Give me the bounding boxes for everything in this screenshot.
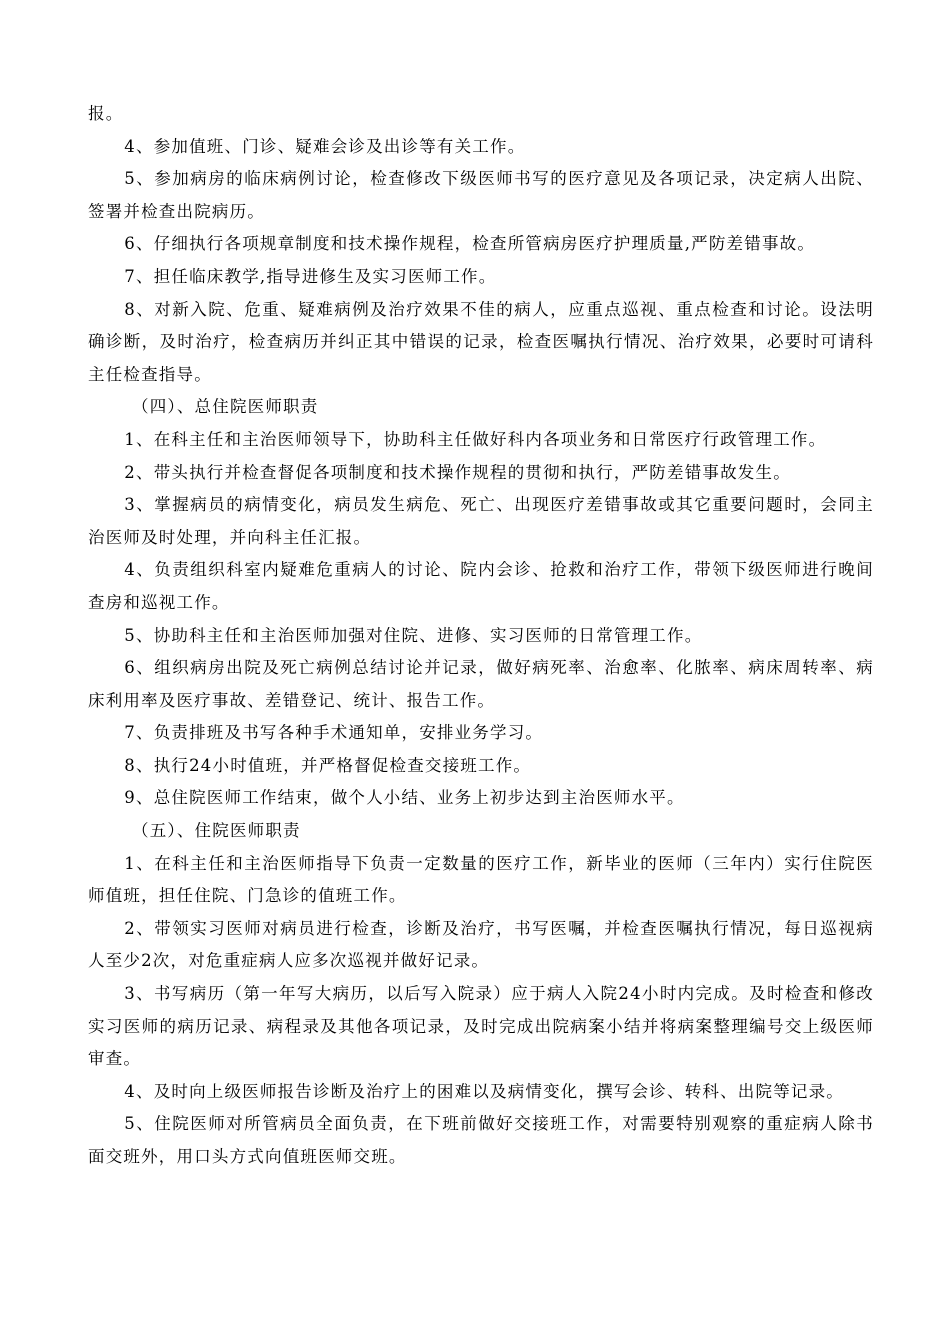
paragraph-item: 5、协助科主任和主治医师加强对住院、进修、实习医师的日常管理工作。: [124, 625, 703, 645]
paragraph-item: 1、在科主任和主治医师领导下，协助科主任做好科内各项业务和日常医疗行政管理工作。: [124, 429, 827, 449]
paragraph-item: 7、担任临床教学,指导进修生及实习医师工作。: [124, 266, 497, 286]
paragraph-continuation: 报。: [88, 104, 124, 123]
section-heading: （五）、住院医师职责: [132, 821, 301, 841]
paragraph-item: 2、带头执行并检查督促各项制度和技术操作规程的贯彻和执行，严防差错事故发生。: [124, 462, 791, 482]
paragraph-item: 4、负责组织科室内疑难危重病人的讨论、院内会诊、抢救和治疗工作，带领下级医师进行晚间查房和巡视工作。: [88, 560, 874, 612]
paragraph-item: 3、书写病历（第一年写大病历，以后写入院录）应于病人入院24小时内完成。及时检查和修改实习医师的病历记录、病程录及其他各项记录，及时完成出院病案小结并将病案整理编号交上级医师审查。: [88, 984, 874, 1069]
paragraph-item: 7、负责排班及书写各种手术通知单，安排业务学习。: [124, 723, 544, 743]
paragraph-item: 6、组织病房出院及死亡病例总结讨论并记录，做好病死率、治愈率、化脓率、病床周转率、病床利用率及医疗事故、差错登记、统计、报告工作。: [88, 658, 874, 710]
paragraph-item: 4、及时向上级医师报告诊断及治疗上的困难以及病情变化，撰写会诊、转科、出院等记录。: [124, 1081, 844, 1101]
paragraph-item: 4、参加值班、门诊、疑难会诊及出诊等有关工作。: [124, 136, 526, 156]
paragraph-item: 1、在科主任和主治医师指导下负责一定数量的医疗工作，新毕业的医师（三年内）实行住院医师值班，担任住院、门急诊的值班工作。: [88, 853, 874, 906]
paragraph-item: 5、住院医师对所管病员全面负责，在下班前做好交接班工作，对需要特别观察的重症病人除书面交班外，用口头方式向值班医师交班。: [88, 1114, 874, 1166]
section-heading: （四）、总住院医师职责: [132, 397, 319, 417]
paragraph-item: 2、带领实习医师对病员进行检查，诊断及治疗，书写医嘱，并检查医嘱执行情况，每日巡视病人至少2次，对危重症病人应多次巡视并做好记录。: [88, 918, 874, 971]
paragraph-item: 5、参加病房的临床病例讨论，检查修改下级医师书写的医疗意见及各项记录，决定病人出院、签署并检查出院病历。: [88, 169, 874, 221]
document-body: [88, 98, 874, 1174]
paragraph-item: 6、仔细执行各项规章制度和技术操作规程，检查所管病房医疗护理质量,严防差错事故。: [124, 234, 816, 254]
paragraph-item: 8、执行24小时值班，并严格督促检查交接班工作。: [124, 755, 532, 775]
paragraph-item: 3、掌握病员的病情变化，病员发生病危、死亡、出现医疗差错事故或其它重要问题时，会同主治医师及时处理，并向科主任汇报。: [88, 495, 874, 547]
paragraph-item: 9、总住院医师工作结束，做个人小结、业务上初步达到主治医师水平。: [124, 788, 685, 808]
paragraph-item: 8、对新入院、危重、疑难病例及治疗效果不佳的病人，应重点巡视、重点检查和讨论。设法明确诊断，及时治疗，检查病历并纠正其中错误的记录，检查医嘱执行情况、治疗效果，必要时可请科主任检查指导。: [88, 299, 874, 384]
